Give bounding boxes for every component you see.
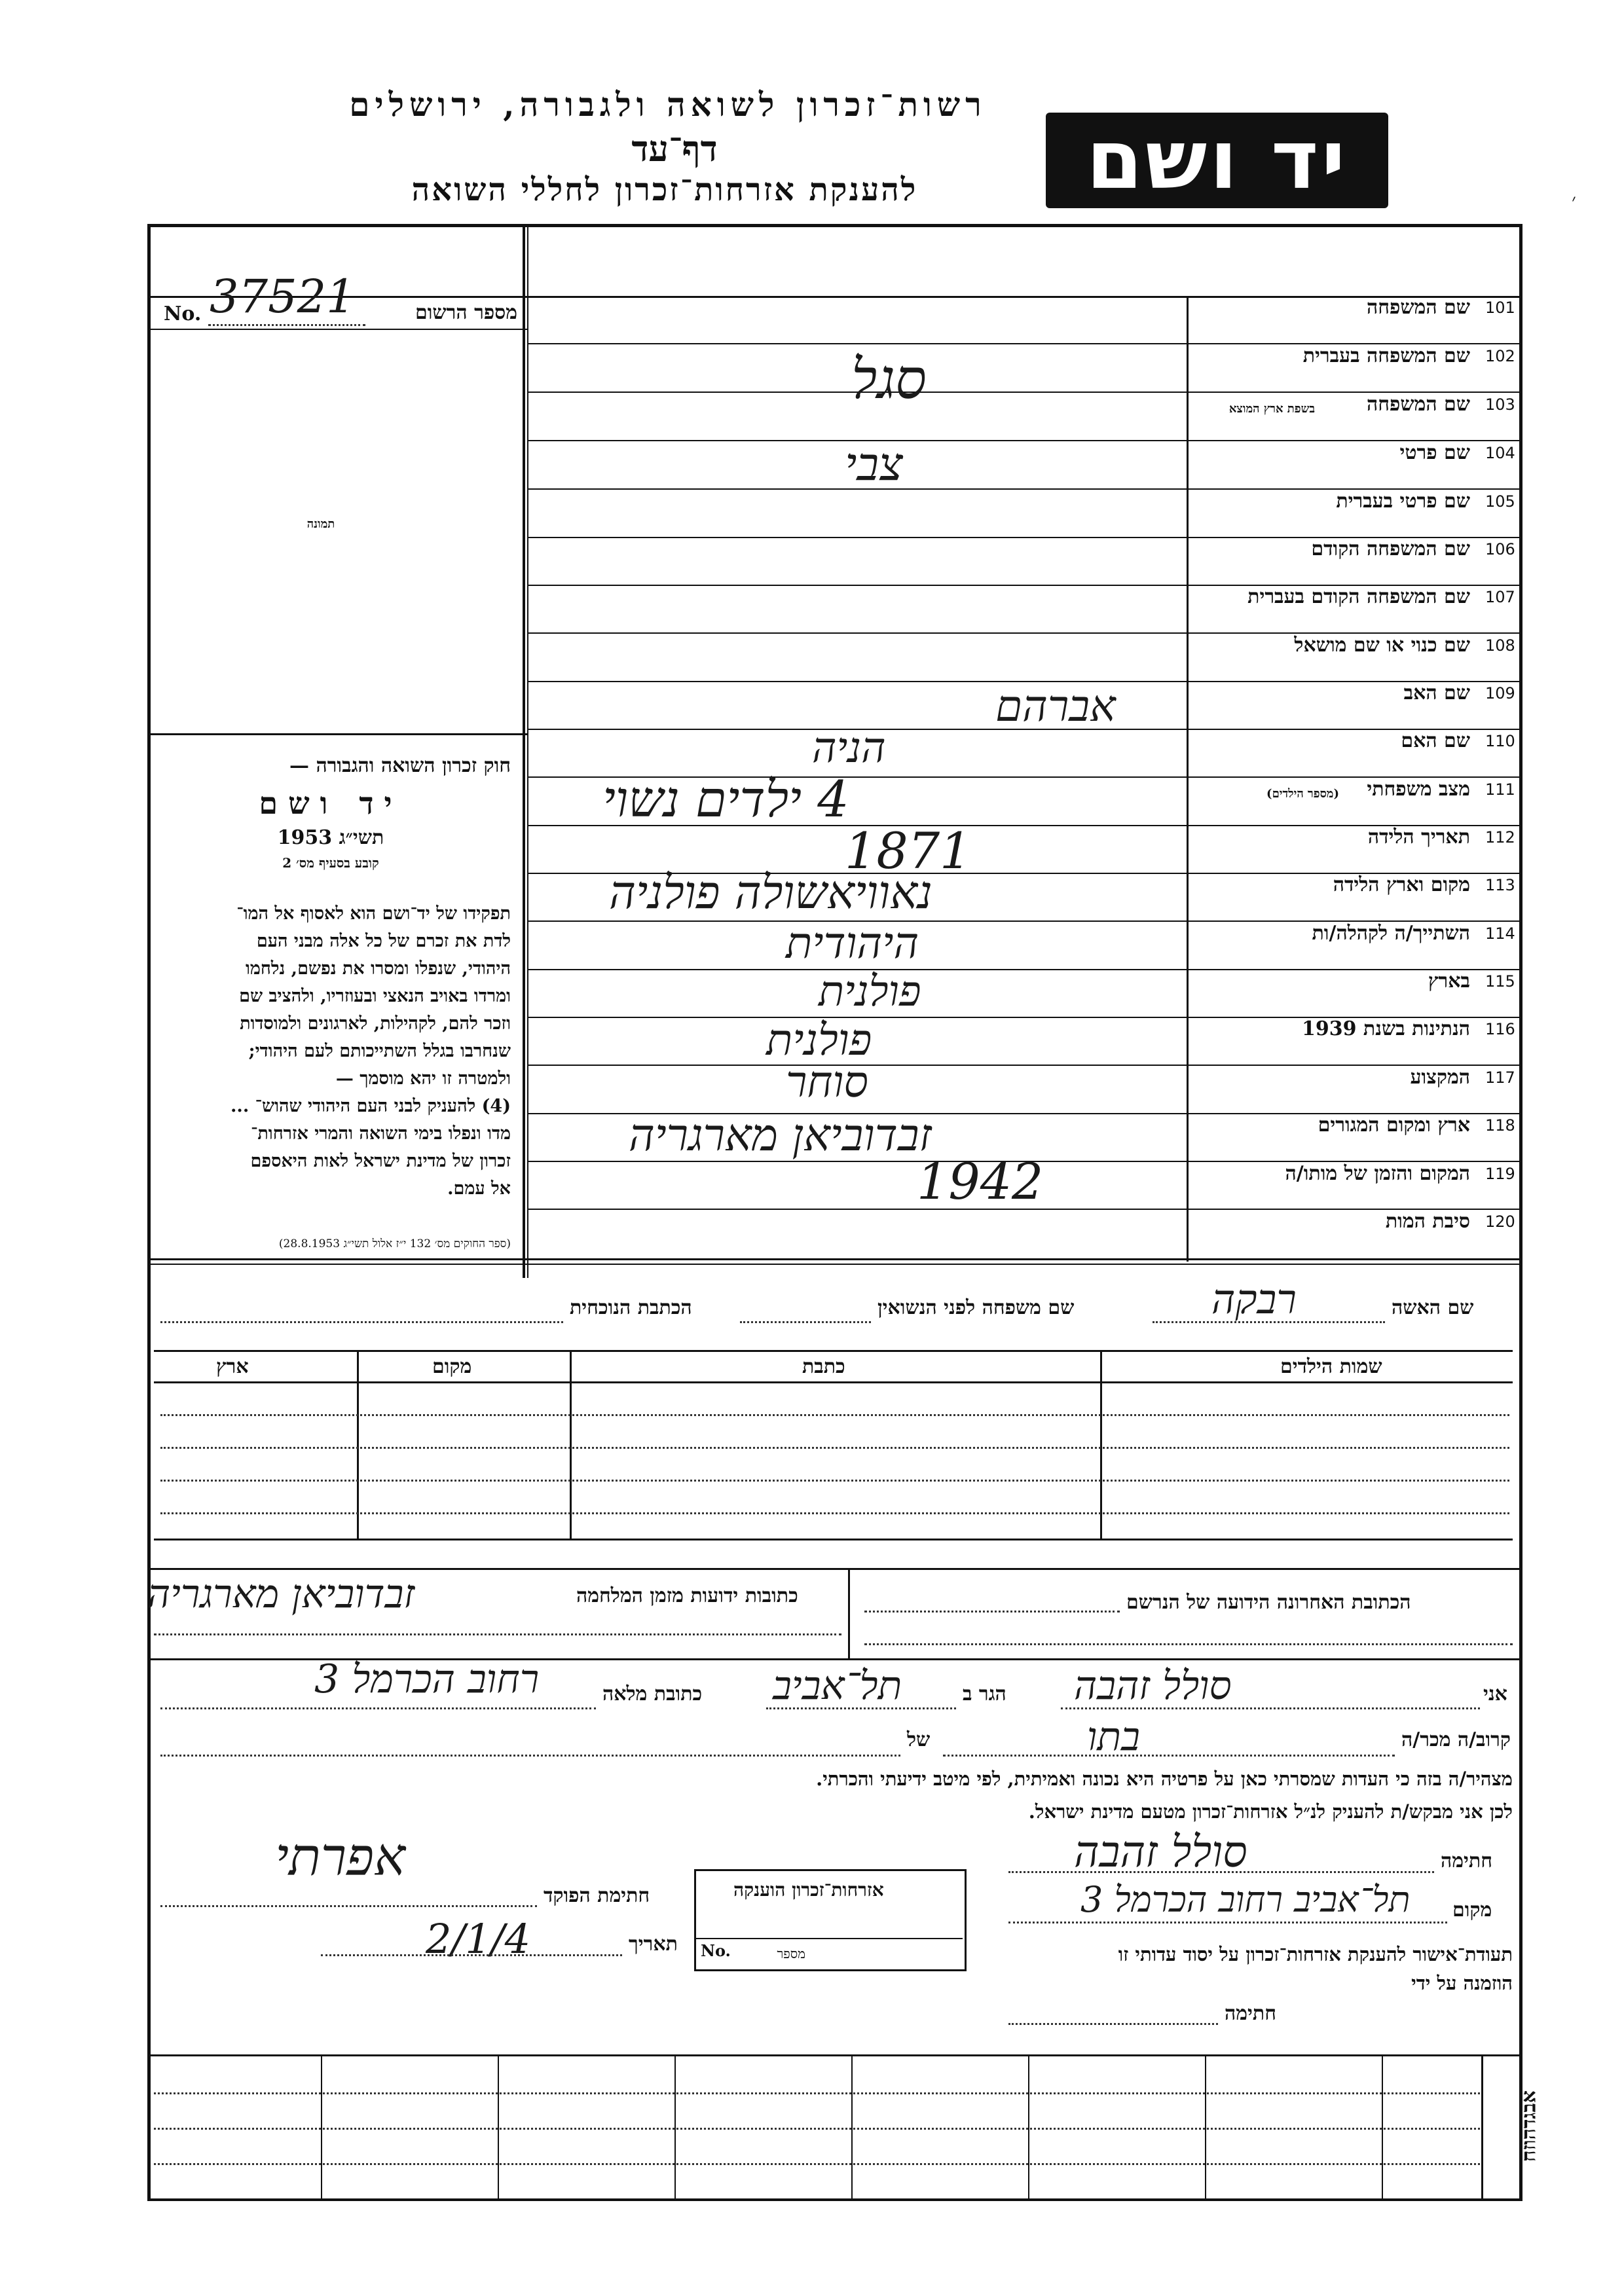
field-value-residence: זבדוביאן מארגריה (629, 1110, 932, 1161)
footer-col (498, 2054, 499, 2200)
children-header-names: שמות הילדים (1280, 1355, 1382, 1378)
officer-sig-dots (160, 1905, 537, 1907)
declarant-full-address-label: כתובת מלאה (602, 1683, 703, 1705)
footer-col (1205, 2054, 1206, 2200)
declarant-ani: אני (1483, 1683, 1507, 1705)
field-label-profession: המקצוע (1410, 1066, 1470, 1089)
declarant-city: תל־אביב (773, 1663, 902, 1709)
field-value-marital-status: 4 ילדים נשוי (602, 770, 849, 828)
field-sublabel-children-count: (מספר הילדים) (1266, 787, 1339, 801)
registry-under (147, 329, 527, 330)
field-label-community: השתייך/ה לקהלה/ות (1312, 922, 1470, 945)
law-name: יד ושם (259, 786, 403, 821)
footer-col (1028, 2054, 1029, 2200)
children-col-2 (570, 1350, 572, 1540)
declaration-line-1: מצהיר/ה בזה כי העדות שמסרתי כאן על פרטיה היא נכונה ואמיתית, לפי מיטב ידיעתי והכרתי. (816, 1768, 1513, 1790)
field-label-country: בארץ (1428, 970, 1470, 993)
wartime-dots (154, 1633, 841, 1635)
stamp-title: אזרחות־זכרון הוענקה (733, 1879, 884, 1901)
field-num: 117 (1485, 1068, 1515, 1087)
law-line-5: וזכר להם, לקהילות, לארגונים ולמוסדות (240, 1013, 511, 1034)
field-label-family-name-hebrew: שם המשפחה בעברית (1302, 344, 1470, 367)
law-line-10: זכרון של מדינת ישראל לאות היאספם (250, 1151, 511, 1171)
registry-no-prefix: No. (164, 302, 202, 325)
field-num: 115 (1485, 972, 1515, 991)
address-top (147, 1568, 1522, 1570)
declarant-address-dots (160, 1707, 596, 1709)
registry-dots (208, 324, 365, 326)
declarant-signature-label: חתימה (1441, 1850, 1492, 1872)
footer-side-code: אבגדהוזח (1517, 2090, 1541, 2162)
wartime-address-label: כתובות ידועות מזמן המלחמה (576, 1584, 798, 1607)
last-address-dots (864, 1611, 1120, 1613)
field-label-marital-status: מצב משפחתי (1367, 778, 1470, 801)
field-label-family-name-origin: שם המשפחה (1366, 393, 1470, 416)
field-label-residence: ארץ ומקום המגורים (1318, 1114, 1470, 1137)
law-line-3: היהודי, שנפלו ומסרו את נפשם, נלחמו (245, 958, 511, 979)
field-label-birth-place: מקום וארץ הלידה (1333, 873, 1470, 896)
field-label-nickname: שם כנוי או שם מושאל (1294, 634, 1470, 657)
field-sublabel-origin: בשפת ארץ המוצא (1228, 402, 1315, 416)
stamp-number-box (694, 1938, 963, 1969)
children-header-address: כתבת (802, 1355, 845, 1378)
corner-mark: ׳ (1572, 190, 1576, 213)
law-line-4: ומרדו באויב הנאצי ובעוזריו, ולהציב שם (239, 986, 511, 1006)
children-row-line (160, 1480, 1509, 1482)
law-line-6: שנחרבו בגלל השתייכותם לעם היהודי; (248, 1041, 511, 1061)
approval-signature-label: חתימה (1225, 2002, 1276, 2025)
field-label-mother-name: שם האם (1401, 729, 1470, 752)
frame-top (147, 224, 1522, 227)
field-label-previous-family-name: שם המשפחה הקודם (1311, 538, 1470, 560)
law-line-1: תפקידו של יד־ושם הוא לאסוף אל המו־ (236, 903, 511, 924)
field-num: 107 (1485, 588, 1515, 606)
wife-maiden-label: שם משפחה לפני הנשואין (877, 1296, 1075, 1319)
field-num: 104 (1485, 444, 1515, 462)
field-num: 105 (1485, 492, 1515, 511)
field-num: 101 (1485, 299, 1515, 317)
field-num: 118 (1485, 1116, 1515, 1135)
children-col-1 (357, 1350, 359, 1540)
registry-number: 37521 (210, 270, 356, 323)
org-line: רשות־זכרון לשואה ולגבורה, ירושלים (349, 85, 987, 124)
field-label-first-name-hebrew: שם פרטי בעברית (1336, 490, 1470, 513)
relation-value: בתו (1087, 1714, 1140, 1760)
children-row-line (160, 1447, 1509, 1449)
left-col-divider-2 (527, 224, 528, 1278)
field-label-father-name: שם האב (1403, 682, 1470, 704)
place-dots (1008, 1922, 1447, 1923)
law-year: תשי״ג 1953 (277, 826, 384, 849)
relative-label: קרוב/ה מכר/ה (1401, 1728, 1511, 1751)
declaration-line-2: לכן אני מבקש/ת להעניק לנ״ל אזרחות־זכרון מטעם מדינת ישראל. (1028, 1800, 1513, 1823)
wife-label: שם האשה (1392, 1296, 1474, 1319)
form-subtitle: להענקת אזרחות־זכרון לחללי השואה (411, 172, 918, 208)
officer-date-label: תאריך (629, 1933, 678, 1956)
address-divider (848, 1568, 850, 1660)
law-line-7: ולמטרה זו יהא מוסמך — (335, 1068, 511, 1089)
declarant-name: סולל זהבה (1074, 1663, 1232, 1709)
footer-row-line (154, 2163, 1480, 2165)
footer-col (1382, 2054, 1383, 2200)
declarant-signature: סולל זהבה (1074, 1827, 1247, 1877)
field-value-community: היהודית (786, 918, 919, 968)
field-value-death-year: 1942 (917, 1152, 1044, 1211)
footer-col (674, 2054, 676, 2200)
stamp-no: No. (701, 1941, 731, 1960)
law-line-8: (4) להעניק לבני העם היהודי שהוש־ ... (231, 1096, 511, 1116)
footer-col (321, 2054, 322, 2200)
place-label: מקום (1452, 1899, 1492, 1922)
declarant-city-dots (766, 1707, 956, 1709)
field-num: 112 (1485, 828, 1515, 847)
field-num: 109 (1485, 684, 1515, 702)
field-num: 113 (1485, 876, 1515, 894)
footer-col (1481, 2054, 1483, 2200)
field-label-citizenship-1939: הנתינות בשנת 1939 (1301, 1017, 1470, 1040)
last-address-label: הכתובת האחרונה הידועה של הנרשם (1126, 1591, 1411, 1614)
field-label-previous-family-name-hebrew: שם המשפחה הקודם בעברית (1247, 585, 1470, 608)
field-value-family-name: סגל (851, 347, 927, 411)
field-label-family-name: שם המשפחה (1366, 296, 1470, 319)
wife-address-label: הכתבת הנוכחית (570, 1296, 692, 1319)
field-num: 119 (1485, 1165, 1515, 1183)
relative-dots (943, 1755, 1395, 1757)
footer-top (147, 2054, 1522, 2056)
of-dots (160, 1755, 900, 1757)
registry-label: מספר הרשום (415, 301, 517, 324)
field-value-profession: סוחר (786, 1057, 868, 1107)
footer-row-line (154, 2092, 1480, 2094)
declarant-name-dots (1061, 1707, 1480, 1709)
field-num: 108 (1485, 636, 1515, 655)
field-value-citizenship-1939: פולנית (766, 1015, 872, 1065)
field-num: 114 (1485, 924, 1515, 943)
address-dots (160, 1321, 563, 1323)
law-section: קובע בסעיף מס׳ 2 (282, 855, 379, 871)
officer-signature: אפרתי (275, 1827, 405, 1887)
yad-vashem-logo: יד ושם (1046, 113, 1388, 208)
field-num: 103 (1485, 395, 1515, 414)
field-num: 111 (1485, 780, 1515, 799)
left-col-divider (523, 224, 525, 1278)
field-value-birth-date: 1871 (845, 822, 972, 880)
field-value-father-name: אברהם (995, 681, 1116, 731)
field-value-mother-name: הניה (812, 724, 886, 773)
officer-signature-label: חתימת הפוקד (544, 1884, 650, 1907)
of-label: של (907, 1728, 931, 1751)
stamp-number-label: מספר (777, 1946, 805, 1961)
field-value-birth-place: נאוויאשולה פולניה (609, 866, 932, 919)
wartime-address-value: זבדוביאן מארגריה (147, 1571, 415, 1617)
declarant-full-address: רחוב הכרמל 3 (314, 1656, 540, 1702)
form-title: דף־עד (631, 128, 718, 170)
children-row-line (160, 1512, 1509, 1514)
declarant-sig-dots (1008, 1871, 1434, 1873)
frame-left (147, 224, 151, 2201)
law-title: חוק זכרון השואה והגבורה — (289, 754, 511, 777)
field-label-birth-date: תאריך הלידה (1367, 826, 1470, 848)
field-label-death-place-time: המקום והזמן של מותו/ה (1285, 1162, 1470, 1185)
law-line-11: אל עמם. (447, 1178, 511, 1199)
children-header-country: ארץ (216, 1355, 249, 1378)
field-label-first-name: שם פרטי (1399, 441, 1470, 464)
approval-line-2: הוזמנה על ידי (1411, 1972, 1513, 1994)
law-line-9: מדו ונפלו בימי השואה והמרי אזרחות־ (250, 1123, 511, 1144)
footer-col (851, 2054, 853, 2200)
approval-dots (1008, 2023, 1218, 2025)
law-top-rule (147, 733, 527, 735)
field-label-death-cause: סיבת המות (1385, 1210, 1470, 1233)
field-value-country: פולנית (819, 968, 921, 1016)
officer-date: 2/1/4 (426, 1915, 531, 1963)
place-value: תל־אביב רחוב הכרמל 3 (1080, 1879, 1411, 1920)
field-num: 116 (1485, 1020, 1515, 1038)
field-num: 110 (1485, 732, 1515, 750)
frame-right (1519, 224, 1522, 2201)
children-header-place: מקום (432, 1355, 472, 1378)
declarant-resides-label: הגר ב (963, 1683, 1006, 1705)
last-address-dots-2 (864, 1643, 1513, 1645)
children-row-line (160, 1414, 1509, 1416)
children-col-3 (1100, 1350, 1102, 1540)
field-num: 120 (1485, 1212, 1515, 1231)
maiden-dots (740, 1321, 871, 1323)
field-value-first-name: צבי (845, 437, 903, 491)
wife-value: רבקה (1211, 1275, 1297, 1323)
frame-bottom (147, 2198, 1522, 2201)
law-line-2: לדת את זכרם של כל אלה מבני העם (256, 931, 511, 951)
officer-date-dots (321, 1954, 622, 1956)
footer-row-line (154, 2128, 1480, 2130)
field-num: 102 (1485, 347, 1515, 365)
field-num: 106 (1485, 540, 1515, 558)
approval-line-1: תעודת־אישור להענקת אזרחות־זכרון על יסוד עדותי זו (1118, 1943, 1513, 1965)
grid-bottom-2 (147, 1264, 1522, 1265)
law-citation: (ספר החוקים מס׳ 132 י״ז אלול תשי״ג 28.8.1953) (278, 1237, 511, 1250)
photo-label: תמונה (306, 517, 335, 531)
grid-bottom (147, 1258, 1522, 1260)
